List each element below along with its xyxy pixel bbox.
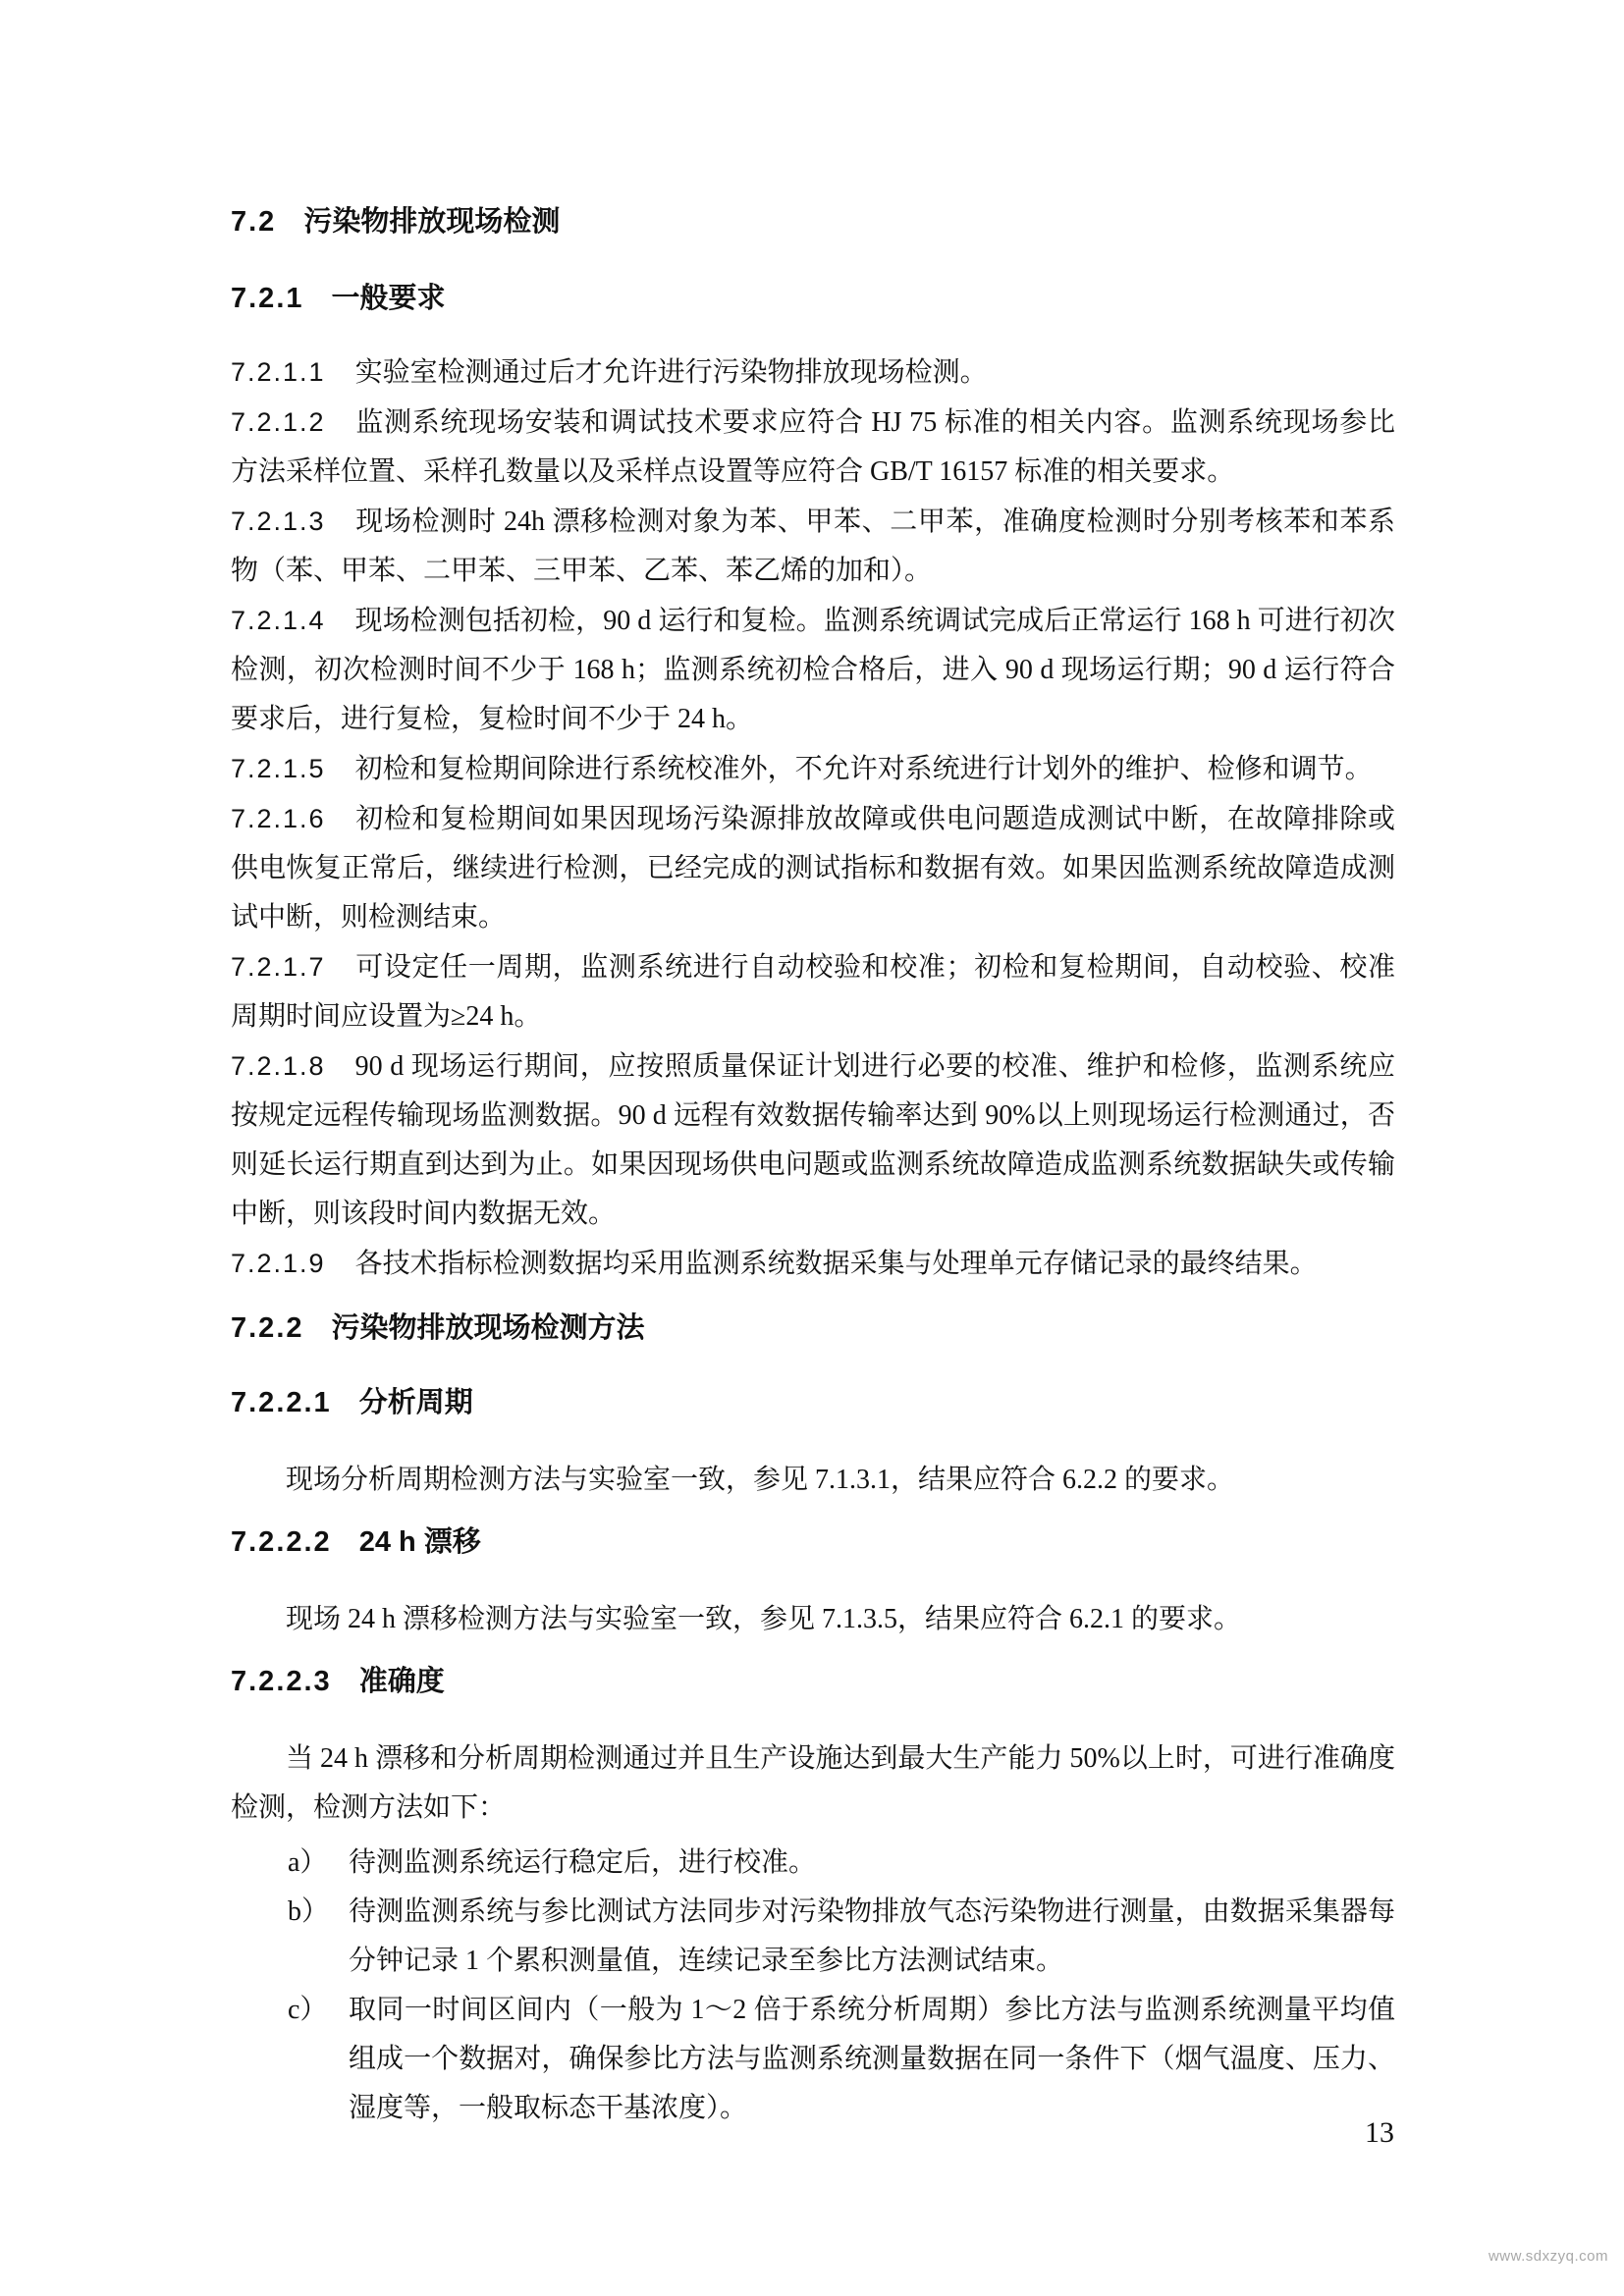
method-step-list [231,1839,1395,2133]
clause-text: 监测系统现场安装和调试技术要求应符合 HJ 75 标准的相关内容。监测系统现场参比方法采样位置、采样孔数量以及采样点设置等应符合 GB/T 16157 标准的相关要求。 [231,407,1395,487]
section-heading-7-2-2-3 [231,1664,1395,1699]
clause-text: 现场检测包括初检，90 d 运行和复检。监测系统调试完成后正常运行 168 h 可进行初次检测，初次检测时间不少于 168 h；监测系统初检合格后，进入 90 d 现场运行期；90 d 运行符合要求后，进行复检，复检时间不少于 24 h。 [231,606,1395,734]
list-marker: c） [288,1995,328,2025]
clause-7-2-1-3 [231,497,1395,596]
paragraph-7-2-2-2: 现场 24 h 漂移检测方法与实验室一致，参见 7.1.3.5，结果应符合 6.2.1 的要求。 [286,1604,1242,1634]
clause-number: 7.2.1.2 [231,407,326,437]
section-title: 污染物排放现场检测方法 [331,1312,645,1344]
section-title: 准确度 [358,1666,445,1697]
section-heading-7-2-2 [231,1310,1395,1346]
list-item-b [231,1888,1395,1986]
watermark-url: www.sdxzyq.com [1488,2248,1608,2265]
clause-number: 7.2.1.1 [231,357,326,387]
clause-text: 实验室检测通过后才允许进行污染物排放现场检测。 [354,357,988,388]
section-title: 污染物排放现场检测 [303,206,561,238]
clause-number: 7.2.1.8 [231,1051,326,1081]
clause-text: 可设定任一周期，监测系统进行自动校验和校准；初检和复检期间，自动校验、校准周期时间应设置为≥24 h。 [231,952,1395,1032]
clause-number: 7.2.1.7 [231,952,326,982]
clause-7-2-1-2 [231,398,1395,497]
clause-7-2-1-7 [231,942,1395,1041]
section-heading-7-2-2-2 [231,1524,1395,1560]
list-marker: b） [288,1896,330,1927]
clause-text: 初检和复检期间除进行系统校准外，不允许对系统进行计划外的维护、检修和调节。 [354,754,1373,784]
clause-number: 7.2.1.6 [231,804,326,833]
list-item-text: 待测监测系统运行稳定后，进行校准。 [349,1847,817,1878]
section-title: 一般要求 [331,283,446,314]
clause-7-2-1-6 [231,794,1395,942]
clause-number: 7.2.1.4 [231,606,326,635]
clause-number: 7.2.1.3 [231,507,326,536]
list-item-text: 待测监测系统与参比测试方法同步对污染物排放气态污染物进行测量，由数据采集器每分钟记录 1 个累积测量值，连续记录至参比方法测试结束。 [349,1896,1395,1976]
clause-text: 现场检测时 24h 漂移检测对象为苯、甲苯、二甲苯，准确度检测时分别考核苯和苯系物（苯、甲苯、二甲苯、三甲苯、乙苯、苯乙烯的加和）。 [231,507,1395,586]
section-number: 7.2.2 [231,1312,304,1344]
clause-7-2-1-8 [231,1041,1395,1239]
page-number: 13 [1365,2116,1394,2149]
section-heading-7-2-2-1 [231,1385,1395,1420]
list-marker: a） [288,1847,328,1878]
section-number: 7.2.2.3 [231,1666,332,1697]
clause-number: 7.2.1.5 [231,754,326,783]
clause-7-2-1-9 [231,1239,1395,1289]
section-number: 7.2.1 [231,283,304,314]
section-title: 24 h 漂移 [358,1526,481,1558]
paragraph-7-2-2-1: 现场分析周期检测方法与实验室一致，参见 7.1.3.1，结果应符合 6.2.2 的要求。 [286,1465,1235,1495]
section-heading-7-2 [231,204,1395,240]
list-item-text: 取同一时间区间内（一般为 1～2 倍于系统分析周期）参比方法与监测系统测量平均值组成一个数据对，确保参比方法与监测系统测量数据在同一条件下（烟气温度、压力、湿度等，一般取标态干基浓度）。 [349,1995,1395,2123]
document-content [231,204,1395,2133]
clause-7-2-1-1 [231,347,1395,398]
section-number: 7.2.2.2 [231,1526,332,1558]
clause-7-2-1-5 [231,744,1395,794]
section-heading-7-2-1 [231,281,1395,316]
clause-text: 初检和复检期间如果因现场污染源排放故障或供电问题造成测试中断，在故障排除或供电恢复正常后，继续进行检测，已经完成的测试指标和数据有效。如果因监测系统故障造成测试中断，则检测结束。 [231,804,1395,933]
clause-text: 各技术指标检测数据均采用监测系统数据采集与处理单元存储记录的最终结果。 [354,1249,1318,1279]
list-item-c [231,1986,1395,2133]
section-title: 分析周期 [358,1387,473,1418]
section-number: 7.2 [231,206,277,238]
clause-text: 90 d 现场运行期间，应按照质量保证计划进行必要的校准、维护和检修，监测系统应按规定远程传输现场监测数据。90 d 远程有效数据传输率达到 90%以上则现场运行检测通过，否则延长运行期直到达到为止。如果因现场供电问题或监测系统故障造成监测系统数据缺失或传输中断，则该段时间内数据无效。 [231,1051,1395,1229]
clause-7-2-1-4 [231,596,1395,744]
list-item-a [231,1839,1395,1888]
paragraph-7-2-2-3-lead: 当 24 h 漂移和分析周期检测通过并且生产设施达到最大生产能力 50%以上时，可进行准确度检测，检测方法如下： [231,1743,1395,1823]
clause-number: 7.2.1.9 [231,1249,326,1278]
section-number: 7.2.2.1 [231,1387,332,1418]
